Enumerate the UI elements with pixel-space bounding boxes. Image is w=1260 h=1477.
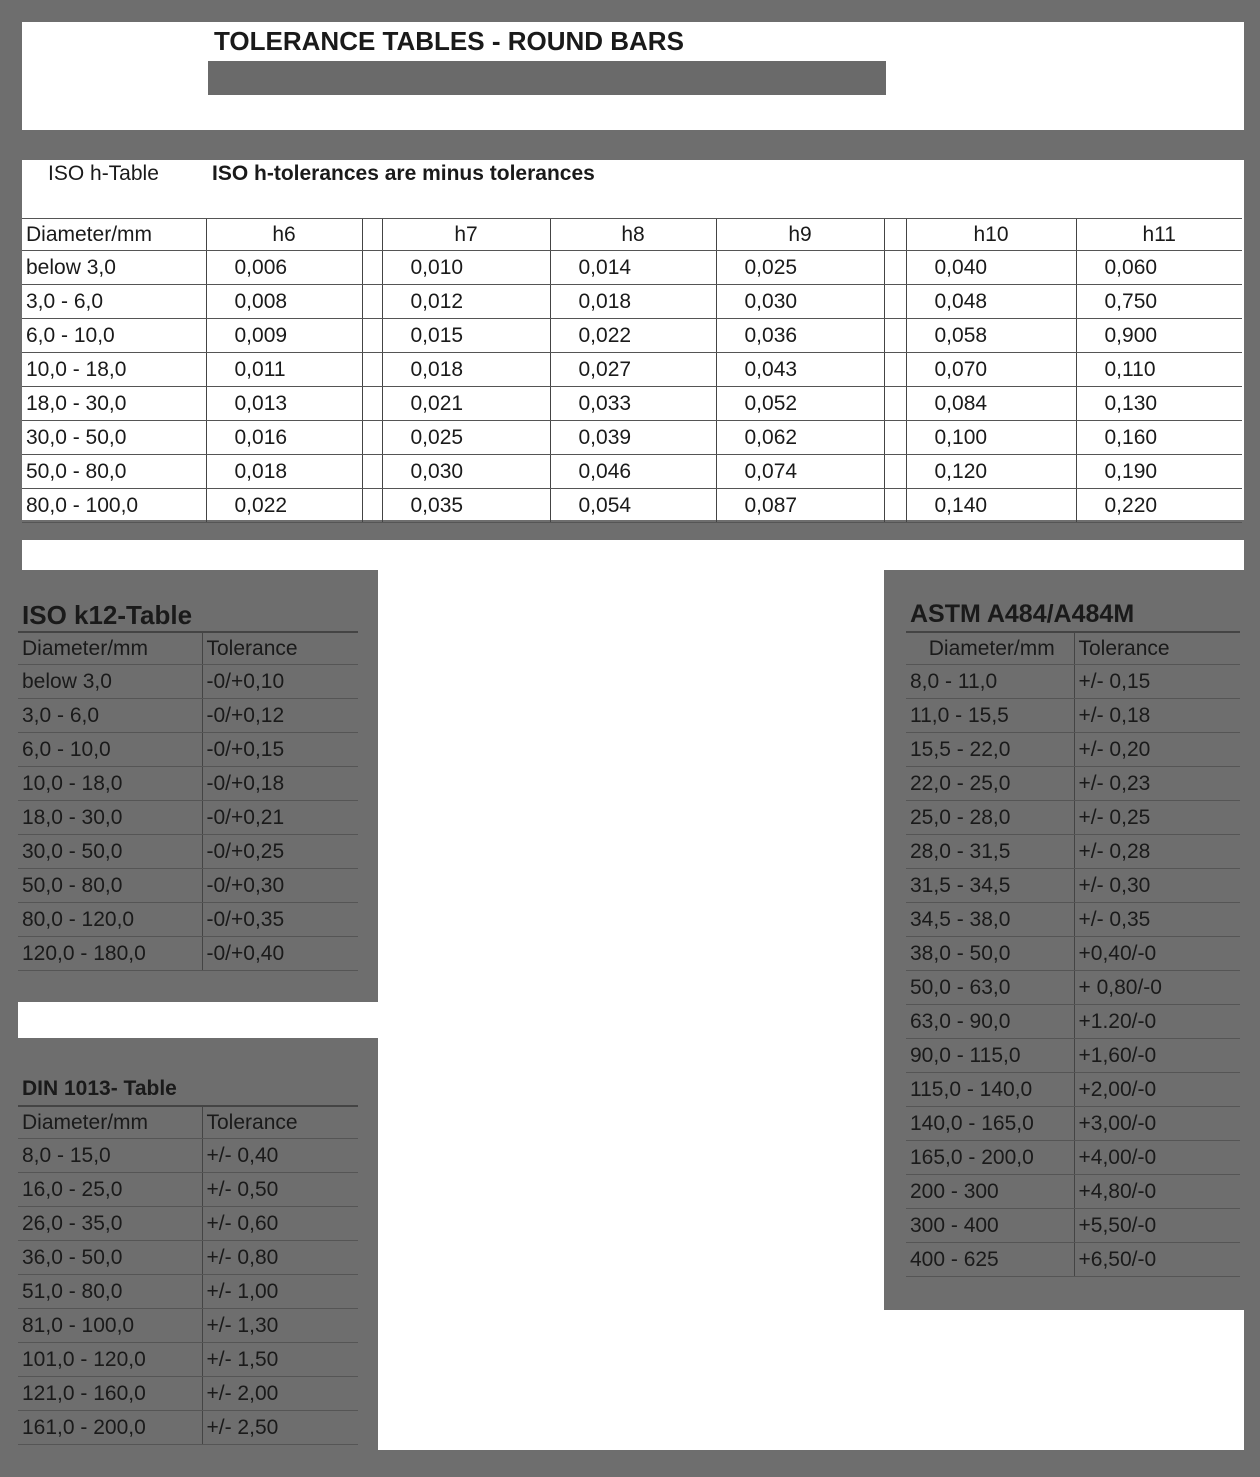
column-spacer: [884, 353, 906, 387]
table-row: [18, 1309, 358, 1343]
tolerance-cell: +3,00/-0: [1074, 1107, 1240, 1141]
column-spacer: [362, 387, 382, 421]
table-row: [22, 489, 1242, 523]
tolerance-cell: -0/+0,12: [202, 699, 358, 733]
page-title: TOLERANCE TABLES - ROUND BARS: [214, 26, 684, 56]
diameter-cell: below 3,0: [22, 251, 206, 285]
tolerance-cell: +/- 0,18: [1074, 699, 1240, 733]
table-row: [906, 835, 1240, 869]
column-header: h6: [206, 219, 362, 251]
column-header: h10: [906, 219, 1076, 251]
table-title: ASTM A484/A484M: [906, 598, 1240, 632]
diameter-cell: 6,0 - 10,0: [18, 733, 202, 767]
tolerance-cell: 0,054: [550, 489, 716, 523]
table-row: [18, 1275, 358, 1309]
table-row: [18, 665, 358, 699]
tolerance-cell: 0,030: [382, 455, 550, 489]
diameter-cell: 28,0 - 31,5: [906, 835, 1074, 869]
diameter-cell: 30,0 - 50,0: [18, 835, 202, 869]
tolerance-cell: -0/+0,35: [202, 903, 358, 937]
diameter-cell: 25,0 - 28,0: [906, 801, 1074, 835]
column-spacer: [884, 421, 906, 455]
table-row: [22, 421, 1242, 455]
tolerance-cell: 0,021: [382, 387, 550, 421]
tolerance-cell: 0,010: [382, 251, 550, 285]
diameter-cell: 36,0 - 50,0: [18, 1241, 202, 1275]
diameter-cell: 50,0 - 63,0: [906, 971, 1074, 1005]
tolerance-cell: -0/+0,40: [202, 937, 358, 971]
table-row: [906, 869, 1240, 903]
table-row: [18, 1173, 358, 1207]
tolerance-cell: 0,070: [906, 353, 1076, 387]
diameter-cell: 18,0 - 30,0: [22, 387, 206, 421]
right-bottom-panel: [884, 1310, 1244, 1450]
tolerance-cell: 0,013: [206, 387, 362, 421]
tolerance-cell: 0,014: [550, 251, 716, 285]
table-row: [18, 1377, 358, 1411]
tolerance-cell: 0,058: [906, 319, 1076, 353]
tolerance-cell: 0,018: [550, 285, 716, 319]
tolerance-cell: 0,018: [206, 455, 362, 489]
tolerance-cell: +/- 0,80: [202, 1241, 358, 1275]
tolerance-cell: +4,80/-0: [1074, 1175, 1240, 1209]
table-row: [18, 937, 358, 971]
iso-h-table: [22, 218, 1242, 523]
diameter-cell: 6,0 - 10,0: [22, 319, 206, 353]
tolerance-cell: 0,084: [906, 387, 1076, 421]
tolerance-cell: 0,750: [1076, 285, 1242, 319]
column-header: h11: [1076, 219, 1242, 251]
tolerance-cell: 0,190: [1076, 455, 1242, 489]
column-spacer: [884, 319, 906, 353]
column-spacer: [362, 489, 382, 523]
tolerance-cell: 0,030: [716, 285, 884, 319]
table-row: [906, 1073, 1240, 1107]
tolerance-cell: 0,025: [382, 421, 550, 455]
title-underline-bar: [208, 61, 886, 95]
tolerance-cell: 0,048: [906, 285, 1076, 319]
column-spacer: [362, 353, 382, 387]
diameter-cell: 22,0 - 25,0: [906, 767, 1074, 801]
column-header: Diameter/mm: [22, 219, 206, 251]
table-title-row: [18, 598, 358, 632]
column-header: Diameter/mm: [18, 1106, 202, 1139]
diameter-cell: 18,0 - 30,0: [18, 801, 202, 835]
diameter-cell: 120,0 - 180,0: [18, 937, 202, 971]
column-header: Tolerance: [202, 632, 358, 665]
column-spacer: [362, 421, 382, 455]
tolerance-cell: +/- 2,50: [202, 1411, 358, 1445]
tolerance-cell: +/- 0,20: [1074, 733, 1240, 767]
table-row: [22, 387, 1242, 421]
tolerance-cell: +0,40/-0: [1074, 937, 1240, 971]
diameter-cell: 80,0 - 120,0: [18, 903, 202, 937]
tolerance-cell: +/- 1,30: [202, 1309, 358, 1343]
diameter-cell: 30,0 - 50,0: [22, 421, 206, 455]
column-spacer: [362, 251, 382, 285]
column-spacer: [884, 251, 906, 285]
tolerance-cell: +/- 0,25: [1074, 801, 1240, 835]
diameter-cell: 16,0 - 25,0: [18, 1173, 202, 1207]
diameter-cell: 26,0 - 35,0: [18, 1207, 202, 1241]
iso-h-header-row: [22, 219, 1242, 251]
diameter-cell: 8,0 - 11,0: [906, 665, 1074, 699]
diameter-cell: below 3,0: [18, 665, 202, 699]
table-row: [906, 1005, 1240, 1039]
table-row: [906, 971, 1240, 1005]
iso-k12-table: [18, 598, 358, 971]
table-row: [906, 699, 1240, 733]
column-spacer: [884, 387, 906, 421]
tolerance-cell: -0/+0,15: [202, 733, 358, 767]
tolerance-cell: 0,062: [716, 421, 884, 455]
tolerance-cell: -0/+0,25: [202, 835, 358, 869]
column-spacer: [362, 219, 382, 251]
tolerance-cell: +2,00/-0: [1074, 1073, 1240, 1107]
diameter-cell: 101,0 - 120,0: [18, 1343, 202, 1377]
tolerance-cell: +5,50/-0: [1074, 1209, 1240, 1243]
tolerance-cell: +1.20/-0: [1074, 1005, 1240, 1039]
tolerance-cell: 0,011: [206, 353, 362, 387]
diameter-cell: 115,0 - 140,0: [906, 1073, 1074, 1107]
column-header: Diameter/mm: [18, 632, 202, 665]
diameter-cell: 31,5 - 34,5: [906, 869, 1074, 903]
tolerance-cell: 0,012: [382, 285, 550, 319]
diameter-cell: 165,0 - 200,0: [906, 1141, 1074, 1175]
column-spacer: [884, 219, 906, 251]
column-header: h9: [716, 219, 884, 251]
column-spacer: [884, 285, 906, 319]
diameter-cell: 38,0 - 50,0: [906, 937, 1074, 971]
diameter-cell: 63,0 - 90,0: [906, 1005, 1074, 1039]
center-blank-panel: [378, 540, 884, 1450]
tolerance-cell: 0,006: [206, 251, 362, 285]
tolerance-cell: 0,043: [716, 353, 884, 387]
tolerance-cell: 0,220: [1076, 489, 1242, 523]
table-row: [906, 733, 1240, 767]
table-row: [906, 937, 1240, 971]
column-spacer: [362, 319, 382, 353]
diameter-cell: 50,0 - 80,0: [22, 455, 206, 489]
table-row: [18, 801, 358, 835]
din-gap-panel: [18, 1002, 378, 1038]
tolerance-cell: 0,140: [906, 489, 1076, 523]
tolerance-cell: +/- 0,40: [202, 1139, 358, 1173]
tolerance-cell: 0,016: [206, 421, 362, 455]
table-row: [18, 733, 358, 767]
tolerance-cell: 0,015: [382, 319, 550, 353]
tolerance-cell: +/- 0,50: [202, 1173, 358, 1207]
tolerance-cell: 0,052: [716, 387, 884, 421]
diameter-cell: 400 - 625: [906, 1243, 1074, 1277]
header-row: [906, 632, 1240, 665]
tolerance-cell: -0/+0,21: [202, 801, 358, 835]
table-row: [18, 1411, 358, 1445]
tolerance-cell: 0,900: [1076, 319, 1242, 353]
diameter-cell: 50,0 - 80,0: [18, 869, 202, 903]
diameter-cell: 81,0 - 100,0: [18, 1309, 202, 1343]
tolerance-cell: 0,160: [1076, 421, 1242, 455]
table-row: [906, 665, 1240, 699]
tolerance-cell: 0,009: [206, 319, 362, 353]
tolerance-cell: 0,033: [550, 387, 716, 421]
column-header: Tolerance: [202, 1106, 358, 1139]
diameter-cell: 140,0 - 165,0: [906, 1107, 1074, 1141]
diameter-cell: 161,0 - 200,0: [18, 1411, 202, 1445]
tolerance-cell: +/- 0,23: [1074, 767, 1240, 801]
table-title: ISO k12-Table: [18, 598, 358, 632]
tolerance-cell: -0/+0,18: [202, 767, 358, 801]
table-row: [22, 285, 1242, 319]
column-header: Tolerance: [1074, 632, 1240, 665]
header-row: [18, 632, 358, 665]
tolerance-cell: +/- 1,50: [202, 1343, 358, 1377]
diameter-cell: 80,0 - 100,0: [22, 489, 206, 523]
tolerance-cell: +/- 0,15: [1074, 665, 1240, 699]
header-row: [18, 1106, 358, 1139]
tolerance-cell: 0,130: [1076, 387, 1242, 421]
diameter-cell: 10,0 - 18,0: [22, 353, 206, 387]
tolerance-cell: +/- 0,30: [1074, 869, 1240, 903]
tolerance-cell: + 0,80/-0: [1074, 971, 1240, 1005]
column-header: h8: [550, 219, 716, 251]
tolerance-cell: +/- 0,28: [1074, 835, 1240, 869]
iso-h-label: ISO h-Table: [48, 162, 159, 185]
table-row: [18, 767, 358, 801]
tolerance-cell: 0,039: [550, 421, 716, 455]
table-title-row: [906, 598, 1240, 632]
table-row: [906, 767, 1240, 801]
diameter-cell: 300 - 400: [906, 1209, 1074, 1243]
column-header: h7: [382, 219, 550, 251]
diameter-cell: 3,0 - 6,0: [18, 699, 202, 733]
tolerance-cell: 0,035: [382, 489, 550, 523]
tolerance-cell: 0,025: [716, 251, 884, 285]
tolerance-cell: 0,060: [1076, 251, 1242, 285]
diameter-cell: 200 - 300: [906, 1175, 1074, 1209]
column-header: Diameter/mm: [906, 632, 1074, 665]
table-row: [906, 1107, 1240, 1141]
iso-h-note: ISO h-tolerances are minus tolerances: [212, 162, 595, 185]
table-row: [22, 319, 1242, 353]
tolerance-cell: 0,087: [716, 489, 884, 523]
table-row: [906, 1175, 1240, 1209]
table-row: [906, 1243, 1240, 1277]
table-row: [18, 1241, 358, 1275]
tolerance-cell: 0,110: [1076, 353, 1242, 387]
tolerance-cell: +/- 1,00: [202, 1275, 358, 1309]
diameter-cell: 121,0 - 160,0: [18, 1377, 202, 1411]
tolerance-cell: +1,60/-0: [1074, 1039, 1240, 1073]
column-spacer: [362, 285, 382, 319]
table-row: [906, 1141, 1240, 1175]
table-row: [18, 1207, 358, 1241]
tolerance-cell: 0,120: [906, 455, 1076, 489]
tolerance-cell: 0,022: [206, 489, 362, 523]
table-row: [18, 869, 358, 903]
tolerance-cell: 0,046: [550, 455, 716, 489]
din1013-table: [18, 1072, 358, 1445]
table-row: [906, 1209, 1240, 1243]
tolerance-cell: +/- 0,35: [1074, 903, 1240, 937]
table-row: [906, 801, 1240, 835]
table-row: [18, 699, 358, 733]
table-row: [18, 903, 358, 937]
table-row: [18, 1343, 358, 1377]
tolerance-cell: 0,027: [550, 353, 716, 387]
astm-table: [906, 598, 1240, 1277]
tolerance-cell: 0,008: [206, 285, 362, 319]
tolerance-cell: -0/+0,10: [202, 665, 358, 699]
diameter-cell: 3,0 - 6,0: [22, 285, 206, 319]
tolerance-cell: 0,074: [716, 455, 884, 489]
tolerance-cell: 0,018: [382, 353, 550, 387]
diameter-cell: 8,0 - 15,0: [18, 1139, 202, 1173]
column-spacer: [884, 489, 906, 523]
diameter-cell: 11,0 - 15,5: [906, 699, 1074, 733]
tolerance-cell: 0,036: [716, 319, 884, 353]
diameter-cell: 10,0 - 18,0: [18, 767, 202, 801]
tolerance-cell: +4,00/-0: [1074, 1141, 1240, 1175]
table-row: [22, 455, 1242, 489]
tolerance-cell: +/- 2,00: [202, 1377, 358, 1411]
diameter-cell: 90,0 - 115,0: [906, 1039, 1074, 1073]
diameter-cell: 15,5 - 22,0: [906, 733, 1074, 767]
table-title-row: [18, 1072, 358, 1106]
table-row: [22, 353, 1242, 387]
diameter-cell: 51,0 - 80,0: [18, 1275, 202, 1309]
diameter-cell: 34,5 - 38,0: [906, 903, 1074, 937]
table-row: [906, 1039, 1240, 1073]
tolerance-cell: +6,50/-0: [1074, 1243, 1240, 1277]
tolerance-cell: +/- 0,60: [202, 1207, 358, 1241]
table-row: [18, 835, 358, 869]
table-row: [906, 903, 1240, 937]
table-row: [18, 1139, 358, 1173]
tolerance-cell: -0/+0,30: [202, 869, 358, 903]
table-title: DIN 1013- Table: [18, 1072, 358, 1106]
tolerance-cell: 0,100: [906, 421, 1076, 455]
column-spacer: [362, 455, 382, 489]
table-row: [22, 251, 1242, 285]
column-spacer: [884, 455, 906, 489]
tolerance-cell: 0,040: [906, 251, 1076, 285]
tolerance-cell: 0,022: [550, 319, 716, 353]
